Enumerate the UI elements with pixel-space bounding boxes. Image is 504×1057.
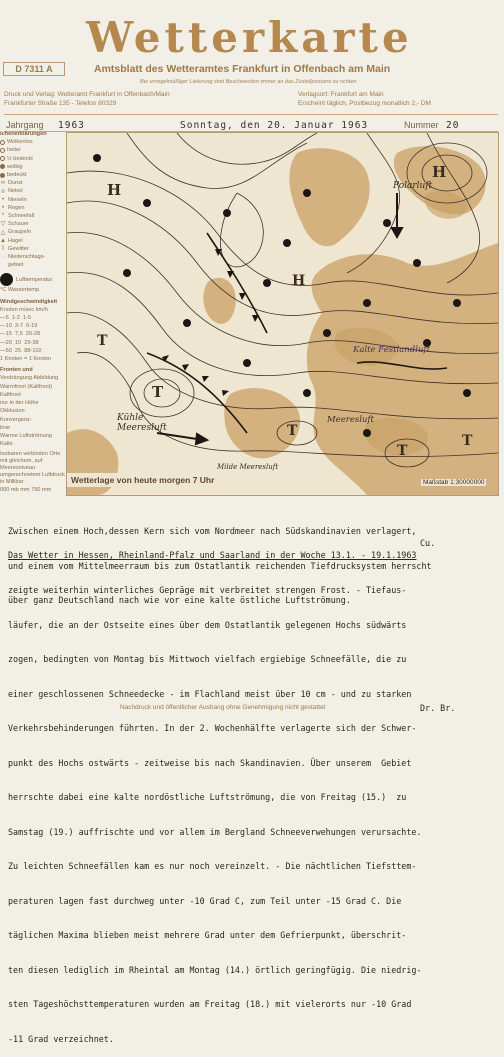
section-line: Samstag (19.) auffrischte und vor allem im Bergland Schneeverwehungen verursachte. <box>8 826 422 837</box>
front-item: Kaltfront <box>0 391 21 398</box>
section-line: zeigte weiterhin winterliches Gepräge mit verbreitet strengen Frost. - Tiefaus- <box>8 585 407 595</box>
legend-item <box>0 171 66 179</box>
fronts-head: Fronten und <box>0 367 33 374</box>
weather-symbol-icon: ≡ <box>1 188 5 195</box>
label-cold-continental: Kalte Festlandluft <box>353 345 430 355</box>
section-line: Zu leichten Schneefällen kam es nur noch vereinzelt. - Die nächtlichen Tiefsttem- <box>8 861 417 871</box>
legend-item-label: Dunst <box>8 180 23 187</box>
section-title: Das Wetter in Hessen, Rheinland-Pfalz und Saarland in der Woche 13.1. - 19.1.1963 <box>8 550 417 560</box>
press-line-2: Frankfurter Straße 135 - Telefon 80329 <box>4 100 117 107</box>
legend-item <box>0 212 66 220</box>
intro-line: Zwischen einem Hoch,dessen Kern sich vom Nordmeer nach Südskandinavien verlagert, <box>8 526 417 536</box>
header-rule <box>4 114 498 115</box>
wind-row: —50 25 88-102 <box>0 347 42 354</box>
pressure-mark: T <box>397 443 408 459</box>
legend-item-label: Nebel <box>8 188 23 195</box>
section-line: herrschte dabei eine kalte nordöstliche Luftströmung, die von Freitag (15.) zu <box>8 792 407 802</box>
section-line: peraturen lagen fast durchweg unter -10 Grad C, zum Teil unter -15 Grad C. Die <box>8 895 402 906</box>
temp-legend <box>0 273 66 286</box>
legend-item <box>0 196 66 204</box>
legend-item <box>0 204 66 212</box>
legend-item-label: Niederschlags- <box>8 254 46 261</box>
footer-note: Nachdruck und öffentlicher Aushang ohne Genehmigung nicht gestattet <box>120 704 326 711</box>
author-initials-2: Dr. Br. <box>420 703 456 713</box>
issue-date: Sonntag, den 20. Januar 1963 <box>180 120 369 131</box>
wind-row: —20 10 29-38 <box>0 339 39 346</box>
legend-item <box>0 187 66 195</box>
wind-table <box>0 314 66 355</box>
weather-symbol-icon: ▽ <box>0 221 6 228</box>
front-item: Warme Luftströmung <box>0 432 53 439</box>
pressure-mark: T <box>97 333 108 349</box>
front-item: Okklusion <box>0 408 25 415</box>
isobar-note: Isobaren verbinden Orte mit gleichem, auf Meeresniveau umgerechnetem Luftdruck in Millibar <box>0 451 65 486</box>
year-label: Jahrgang <box>6 120 44 130</box>
section-text <box>8 562 421 1057</box>
legend-item <box>0 237 66 245</box>
legend-item-label: Schneefall <box>8 213 35 220</box>
water-temp-label: °C Wassertemp. <box>0 287 41 294</box>
intro-line: über ganz Deutschland nach wie vor eine kalte östliche Luftströmung. <box>8 595 351 605</box>
author-initials-1: Cu. <box>420 538 436 548</box>
front-item: Konvergenz- <box>0 416 32 423</box>
press-line-1: Druck und Verlag: Wetteramt Frankfurt in Offenbach/Main <box>4 91 170 98</box>
pressure-mark: H <box>432 163 447 181</box>
wind-units: Knoten m/sec km/h <box>0 306 48 313</box>
pressure-mark: T <box>462 433 473 449</box>
weather-symbol-icon: · <box>2 254 4 261</box>
weather-symbol-icon <box>0 140 5 145</box>
legend-item <box>0 245 66 253</box>
issue-code: D 7311 A <box>3 62 65 76</box>
section-line: einer geschlossenen Schneedecke - im Flachland meist über 10 cm - und zu starken <box>8 688 412 699</box>
legend-item-label: heiter <box>7 147 21 154</box>
weather-symbol-icon: △ <box>0 229 6 236</box>
section-line: -11 Grad verzeichnet. <box>8 1033 114 1044</box>
wind-row: —10 3-7 6-19 <box>0 323 38 330</box>
pressure-mark: H <box>292 273 306 289</box>
section-line: ten diesen lediglich im Rheintal am Montag (14.) örtlich geringfügig. Die niedrig- <box>8 964 422 975</box>
legend-item <box>0 138 66 146</box>
weather-symbol-icon: • <box>1 204 5 211</box>
map-scale: Maßstab 1:30000000 <box>423 479 485 486</box>
legend-title: ichenerklärungen <box>0 131 47 137</box>
pressure-mark: T <box>287 423 298 439</box>
year-value: 1963 <box>58 120 85 131</box>
map-caption: Wetterlage von heute morgen 7 Uhr <box>67 473 231 487</box>
legend-item-label: Nieseln <box>8 196 27 203</box>
front-item: nur in der Höhe <box>0 400 39 407</box>
legend-item <box>0 179 66 187</box>
intro-line: und einem vom Mittelmeerraum bis zum Ostatlantik reichenden Tiefdrucksystem herrscht <box>8 560 432 571</box>
legend-item-label: bedeckt <box>7 172 27 179</box>
section-line: täglichen Maxima blieben meist mehrere Grad unter dem Gefrierpunkt, überschrit- <box>8 930 407 940</box>
section-line: punkt des Hochs ostwärts - zeitweise bis nach Skandinavien. Über unserem Gebiet <box>8 757 412 768</box>
subtitle: Amtsblatt des Wetteramtes Frankfurt in Offenbach am Main <box>94 63 391 75</box>
press-info <box>4 90 170 108</box>
weather-symbol-icon <box>0 173 5 178</box>
pressure-mark: H <box>107 181 122 199</box>
legend-item-label: Wolkenlos <box>7 139 33 146</box>
legend-item-label: ½ bedeckt <box>7 155 33 162</box>
weather-symbol-icon: • <box>1 196 5 203</box>
legend-item-label: Hagel <box>8 237 23 244</box>
knot-note: 1 Knoten = 1 Knoten <box>0 356 52 363</box>
front-item: Warmfront (Kaltfront) <box>0 383 53 390</box>
section-line: Verkehrsbehinderungen führten. In der 2. Wochenhälfte verlagerte sich der Schwer- <box>8 723 417 733</box>
place-line-2: Erscheint täglich, Postbezug monatlich 2,- DM <box>298 100 431 107</box>
weather-symbol-icon: ꟾ <box>2 245 4 252</box>
weather-symbol-icon <box>0 164 5 169</box>
section-line: läufer, die an der Ostseite eines über dem Ostatlantik gelegenen Hochs südwärts <box>8 619 407 630</box>
temp-label: Lufttemperatur <box>16 276 53 283</box>
weather-symbol-icon <box>0 262 6 268</box>
legend-item <box>0 261 66 269</box>
legend-item-label: Schauer <box>8 221 29 228</box>
number-label: Nummer <box>404 120 439 130</box>
legend-item <box>0 228 66 236</box>
label-mild-sea-air: Milde Meeresluft <box>217 463 279 471</box>
label-cool-sea-air: Kühle Meeresluft <box>117 413 167 433</box>
pressure-mark: T <box>152 383 164 401</box>
label-polar-air: Polarluft <box>393 181 433 191</box>
legend-item-label: wolkig <box>7 163 23 170</box>
legend-item-label: Gewitter <box>8 245 29 252</box>
delivery-note: Bei unregelmäßiger Lieferung sind Beschwerden immer an das Zustellpostamt zu richten <box>140 79 357 85</box>
weather-map <box>66 132 499 496</box>
legend-item <box>0 253 66 261</box>
weather-map-svg <box>67 133 498 495</box>
number-value: 20 <box>446 120 460 131</box>
front-item: Kalte <box>0 441 13 448</box>
legend-item <box>0 155 66 163</box>
mb-line: 000 mb mm 750 mm <box>0 487 52 494</box>
fronts-sub: Verdrängung Abbildung <box>0 375 59 382</box>
legend-item <box>0 146 66 154</box>
front-symbols <box>0 383 66 449</box>
page-title: Wetterkarte <box>86 13 413 62</box>
legend-item-label: Graupeln <box>8 229 32 236</box>
legend-symbols <box>0 138 66 269</box>
place-line-1: Verlagsort: Frankfurt am Main <box>298 91 384 98</box>
station-circle-icon <box>0 273 13 286</box>
weather-symbol-icon <box>0 156 5 161</box>
weather-symbol-icon: * <box>1 213 5 220</box>
weather-symbol-icon <box>0 148 5 153</box>
legend-item-label: gebiet <box>8 262 24 269</box>
legend-item <box>0 163 66 171</box>
front-item: linie <box>0 424 10 431</box>
wind-row: —5 1-2 1-5 <box>0 315 32 322</box>
section-line: sten Tageshöchsttemperaturen wurden am Freitag (18.) mit vielerorts nur -10 Grad <box>8 999 412 1009</box>
wind-row: —15 7,5 20-28 <box>0 331 41 338</box>
publishing-info <box>298 90 431 108</box>
legend <box>0 130 66 495</box>
label-sea-air: Meeresluft <box>327 415 374 425</box>
wind-head: Windgeschwindigkeit <box>0 298 58 305</box>
weather-symbol-icon: ▲ <box>0 237 6 244</box>
legend-item <box>0 220 66 228</box>
weather-symbol-icon: ∞ <box>0 180 6 187</box>
legend-item-label: Regen <box>8 204 25 211</box>
section-line: zogen, bedingten von Montag bis Mittwoch vielfach ergiebige Schneefälle, die zu <box>8 654 407 664</box>
